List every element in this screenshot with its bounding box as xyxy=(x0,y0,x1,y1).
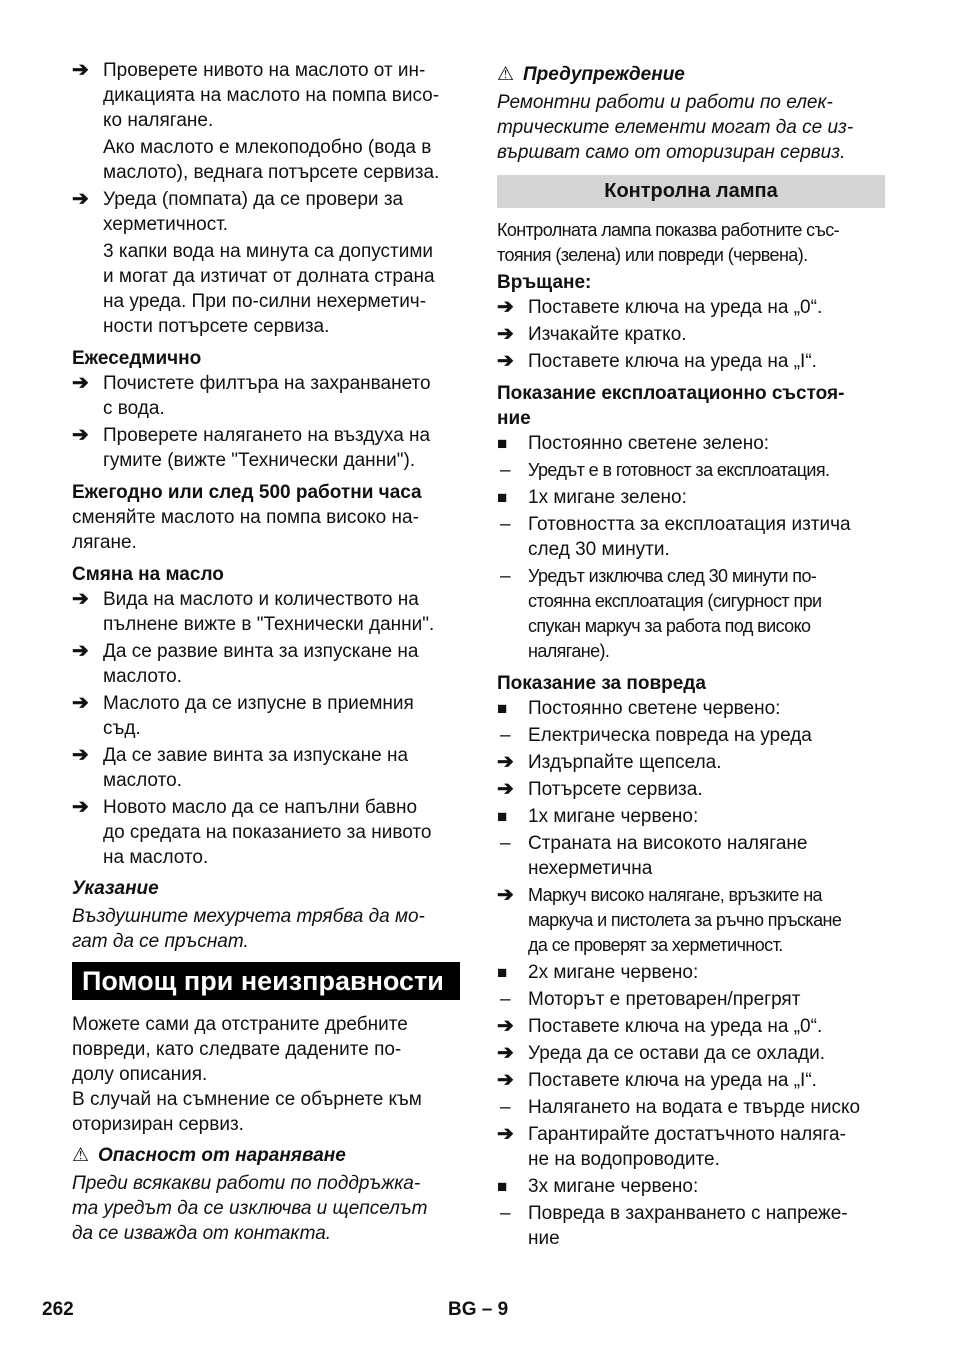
list-item-text: Страната на високото налягане нехерметична xyxy=(528,833,808,879)
list-item-text: Постоянно светене червено: xyxy=(528,698,781,719)
arrow-icon: ➔ xyxy=(497,884,514,906)
list-item xyxy=(72,423,460,473)
page-code: BG – 9 xyxy=(448,1299,509,1320)
dash-icon: – xyxy=(500,1203,511,1224)
list-item xyxy=(497,750,885,775)
list-item-text: Уреда да се остави да се охлади. xyxy=(528,1043,826,1064)
dash-icon: – xyxy=(500,833,511,854)
list-item xyxy=(497,987,885,1012)
list-item-text: Уредът изключва след 30 минути по- стоянна експлоатация (сигурност при спукан маркуч за работа под високо налягане). xyxy=(528,566,822,661)
arrow-icon: ➔ xyxy=(72,424,89,446)
list-item xyxy=(497,1095,885,1120)
warning-icon: ⚠ xyxy=(72,1145,90,1166)
oil-change-heading: Смяна на масло xyxy=(72,564,224,585)
dash-icon: – xyxy=(500,989,511,1010)
list-item-text: Готовността за експлоатация изтича след 30 минути. xyxy=(528,514,851,560)
weekly-heading: Ежеседмично xyxy=(72,348,202,369)
arrow-icon: ➔ xyxy=(72,744,89,766)
list-item-text: Вида на маслото и количеството на пълнене вижте в "Технически данни". xyxy=(103,589,435,635)
list-item-text: Да се развие винта за изпускане на маслото. xyxy=(103,641,419,687)
arrow-icon: ➔ xyxy=(72,692,89,714)
list-item-text: Поставете ключа на уреда на „I“. xyxy=(528,351,817,372)
dash-icon: – xyxy=(500,566,511,587)
list-item xyxy=(497,831,885,881)
list-item-text: Ако маслото е млекоподобно (вода в маслото), веднага потърсете сервиза. xyxy=(103,137,440,183)
list-item xyxy=(497,295,885,320)
list-item xyxy=(72,371,460,421)
list-reset xyxy=(497,295,885,374)
square-bullet-icon: ■ xyxy=(497,963,508,982)
list-item-text: Електрическа повреда на уреда xyxy=(528,725,812,746)
list-item-text: 1x мигане червено: xyxy=(528,806,699,827)
intro-text-2: В случай на съмнение се обърнете към оторизиран сервиз. xyxy=(72,1089,422,1135)
list-item-text: Почистете филтъра на захранването с вода. xyxy=(103,373,431,419)
dash-icon: – xyxy=(500,1097,511,1118)
intro-text-1: Можете сами да отстраните дребните повреди, като следвате дадените по- долу описания. xyxy=(72,1014,408,1085)
list-block-1 xyxy=(72,58,460,339)
arrow-icon: ➔ xyxy=(72,640,89,662)
list-oil-change xyxy=(72,587,460,870)
list-item xyxy=(497,1068,885,1093)
square-bullet-icon: ■ xyxy=(497,699,508,718)
yearly-text: сменяйте маслото на помпа високо на- лягане. xyxy=(72,507,419,553)
list-item-text: 3 капки вода на минута са допустими и могат да изтичат от долната страна на уреда. При по-силни нехерметич- ности потърсете сервиза. xyxy=(103,241,435,337)
list-item xyxy=(497,458,885,483)
list-item xyxy=(497,431,885,456)
arrow-icon: ➔ xyxy=(497,1042,514,1064)
arrow-icon: ➔ xyxy=(497,323,514,345)
square-bullet-icon: ■ xyxy=(497,807,508,826)
list-item xyxy=(497,564,885,664)
list-item-text: Потърсете сервиза. xyxy=(528,779,703,800)
list-item-text: Уредът е в готовност за експлоатация. xyxy=(528,460,830,480)
list-item xyxy=(72,187,460,237)
list-item-text: Поставете ключа на уреда на „0“. xyxy=(528,297,823,318)
list-item xyxy=(72,587,460,637)
list-item xyxy=(497,804,885,829)
list-item xyxy=(497,322,885,347)
list-item xyxy=(497,1201,885,1251)
list-item xyxy=(497,1014,885,1039)
arrow-icon: ➔ xyxy=(497,296,514,318)
arrow-icon: ➔ xyxy=(497,1015,514,1037)
arrow-icon: ➔ xyxy=(72,372,89,394)
list-item xyxy=(497,1122,885,1172)
list-item xyxy=(72,691,460,741)
dash-icon: – xyxy=(500,514,511,535)
list-item-text: Маслото да се изпусне в приемния съд. xyxy=(103,693,414,739)
list-item xyxy=(497,1174,885,1199)
list-item xyxy=(497,349,885,374)
fault-heading: Показание за повреда xyxy=(497,673,706,694)
list-item-text: Повреда в захранването с напреже- ние xyxy=(528,1203,848,1249)
arrow-icon: ➔ xyxy=(497,350,514,372)
list-weekly xyxy=(72,371,460,473)
list-item-text: Издърпайте щепсела. xyxy=(528,752,722,773)
list-item-text: 2x мигане червено: xyxy=(528,962,699,983)
danger-text: Преди всякакви работи по поддръжка- та уредът да се изключва и щепселът да се изважда от контакта. xyxy=(72,1173,428,1244)
list-item xyxy=(497,512,885,562)
arrow-icon: ➔ xyxy=(72,588,89,610)
list-item xyxy=(72,639,460,689)
operation-heading: Показание експлоатационно състоя- ние xyxy=(497,383,845,429)
left-column xyxy=(72,58,460,1246)
list-fault xyxy=(497,696,885,1251)
warning-text: Ремонтни работи и работи по елек- трическите елементи могат да се из- вършват само от оторизиран сервиз. xyxy=(497,92,854,163)
section-title: Помощ при неизправности xyxy=(72,962,460,1000)
arrow-icon: ➔ xyxy=(497,751,514,773)
arrow-icon: ➔ xyxy=(72,188,89,210)
right-column xyxy=(497,58,885,1253)
square-bullet-icon: ■ xyxy=(497,434,508,453)
arrow-icon: ➔ xyxy=(497,1069,514,1091)
note-text: Въздушните мехурчета трябва да мо- гат да се пръснат. xyxy=(72,906,425,952)
list-item-text: Уреда (помпата) да се провери за херметичност. xyxy=(103,189,404,235)
note-title: Указание xyxy=(72,878,159,899)
dash-icon: – xyxy=(500,725,511,746)
arrow-icon: ➔ xyxy=(497,1123,514,1145)
list-item-text: Маркуч високо налягане, връзките на маркуча и пистолета за ръчно пръскане да се проверят за херметичност. xyxy=(528,885,842,955)
square-bullet-icon: ■ xyxy=(497,1177,508,1196)
list-item-text: 1x мигане зелено: xyxy=(528,487,687,508)
list-item xyxy=(72,58,460,133)
list-item xyxy=(497,723,885,748)
list-item-text: Моторът е претоварен/прегрят xyxy=(528,989,801,1010)
dash-icon: – xyxy=(500,460,511,481)
list-item-text: Проверете нивото на маслото от ин- дикацията на маслото на помпа висо- ко налягане. xyxy=(103,60,440,131)
list-item-text: Налягането на водата е твърде ниско xyxy=(528,1097,861,1118)
danger-title: ⚠ Опасност от нараняване xyxy=(72,1145,346,1166)
arrow-icon: ➔ xyxy=(497,778,514,800)
list-item-text: Постоянно светене зелено: xyxy=(528,433,770,454)
list-item xyxy=(497,777,885,802)
list-item-text: Изчакайте кратко. xyxy=(528,324,687,345)
warning-icon: ⚠ xyxy=(497,64,515,85)
list-item-text: Да се завие винта за изпускане на маслото. xyxy=(103,745,409,791)
page-number: 262 xyxy=(42,1299,74,1320)
list-item-text: Поставете ключа на уреда на „0“. xyxy=(528,1016,823,1037)
list-item xyxy=(497,1041,885,1066)
list-item xyxy=(497,883,885,958)
list-item-text: Новото масло да се напълни бавно до средата на показанието за нивото на маслото. xyxy=(103,797,432,868)
arrow-icon: ➔ xyxy=(72,796,89,818)
arrow-icon: ➔ xyxy=(72,59,89,81)
warning-title: ⚠ Предупреждение xyxy=(497,64,685,85)
list-item-text: Гарантирайте достатъчното наляга- не на водопроводите. xyxy=(528,1124,846,1170)
yearly-heading: Ежегодно или след 500 работни часа xyxy=(72,482,422,503)
square-bullet-icon: ■ xyxy=(497,488,508,507)
list-item xyxy=(72,743,460,793)
control-lamp-heading: Контролна лампа xyxy=(497,175,885,208)
list-operation xyxy=(497,431,885,664)
list-item xyxy=(497,485,885,510)
control-lamp-text: Контролната лампа показва работните със- тояния (зелена) или повреди (червена). xyxy=(497,220,840,265)
list-item-text: Поставете ключа на уреда на „I“. xyxy=(528,1070,817,1091)
list-item xyxy=(497,960,885,985)
list-item-text: 3x мигане червено: xyxy=(528,1176,699,1197)
list-item xyxy=(497,696,885,721)
reset-heading: Връщане: xyxy=(497,272,592,293)
list-item-text: Проверете налягането на въздуха на гумите (вижте "Технически данни"). xyxy=(103,425,431,471)
list-item xyxy=(72,795,460,870)
